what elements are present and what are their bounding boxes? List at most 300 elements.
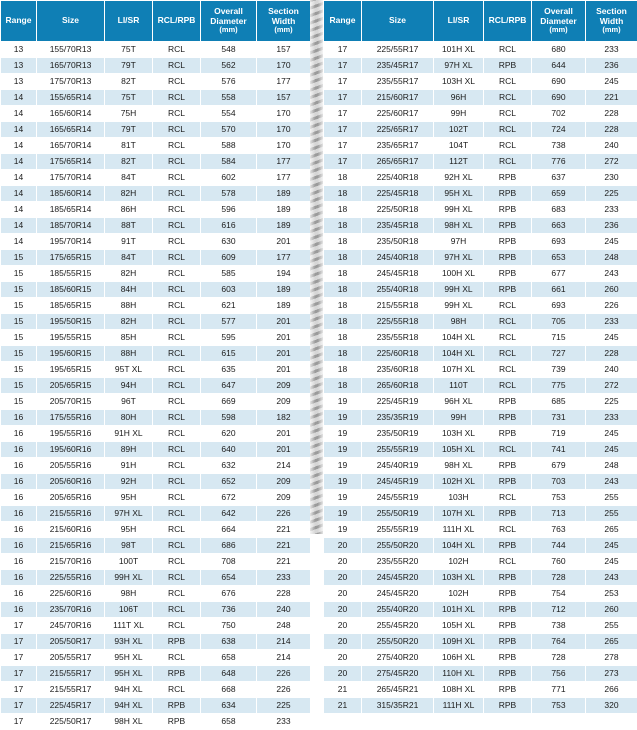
table-row <box>1 634 311 650</box>
cell-li-sr: 94H <box>105 378 153 394</box>
table-row <box>324 650 637 666</box>
cell-li-sr: 91H XL <box>105 426 153 442</box>
table-row <box>324 410 637 426</box>
table-row <box>324 602 637 618</box>
cell-size: 205/65R15 <box>37 378 105 394</box>
cell-overall-diameter: 596 <box>201 202 257 218</box>
cell-section-width: 189 <box>257 218 311 234</box>
cell-li-sr: 108H XL <box>434 682 484 698</box>
cell-size: 265/45R21 <box>362 682 434 698</box>
cell-rcl-rpb: RPB <box>484 250 532 266</box>
cell-li-sr: 100T <box>105 554 153 570</box>
cell-range: 18 <box>324 234 362 250</box>
cell-li-sr: 103H XL <box>434 74 484 90</box>
cell-range: 19 <box>324 394 362 410</box>
cell-size: 255/50R19 <box>362 506 434 522</box>
cell-overall-diameter: 763 <box>532 522 586 538</box>
cell-rcl-rpb: RCL <box>153 554 201 570</box>
table-row <box>1 458 311 474</box>
cell-li-sr: 97H <box>434 234 484 250</box>
cell-li-sr: 79T <box>105 122 153 138</box>
cell-section-width: 170 <box>257 106 311 122</box>
cell-rcl-rpb: RPB <box>484 618 532 634</box>
cell-range: 19 <box>324 506 362 522</box>
cell-size: 195/60R15 <box>37 346 105 362</box>
table-row <box>324 234 637 250</box>
table-row <box>324 90 637 106</box>
cell-overall-diameter: 548 <box>201 42 257 58</box>
table-row <box>324 138 637 154</box>
cell-range: 16 <box>1 410 37 426</box>
cell-rcl-rpb: RCL <box>153 154 201 170</box>
cell-range: 16 <box>1 602 37 618</box>
cell-size: 215/65R16 <box>37 538 105 554</box>
cell-section-width: 245 <box>586 74 637 90</box>
cell-size: 275/40R20 <box>362 650 434 666</box>
cell-size: 255/50R20 <box>362 634 434 650</box>
cell-overall-diameter: 708 <box>201 554 257 570</box>
cell-li-sr: 82T <box>105 74 153 90</box>
cell-section-width: 245 <box>586 234 637 250</box>
cell-range: 18 <box>324 362 362 378</box>
cell-range: 16 <box>1 586 37 602</box>
cell-section-width: 201 <box>257 442 311 458</box>
cell-size: 215/70R16 <box>37 554 105 570</box>
cell-size: 235/45R18 <box>362 218 434 234</box>
cell-overall-diameter: 719 <box>532 426 586 442</box>
cell-size: 185/65R15 <box>37 298 105 314</box>
table-row <box>324 698 637 714</box>
tyre-table-left <box>0 0 311 730</box>
cell-overall-diameter: 776 <box>532 154 586 170</box>
cell-rcl-rpb: RCL <box>484 442 532 458</box>
cell-overall-diameter: 659 <box>532 186 586 202</box>
cell-overall-diameter: 744 <box>532 538 586 554</box>
table-row <box>324 250 637 266</box>
cell-overall-diameter: 648 <box>201 666 257 682</box>
cell-section-width: 233 <box>586 410 637 426</box>
cell-size: 255/50R20 <box>362 538 434 554</box>
cell-size: 205/65R16 <box>37 490 105 506</box>
cell-li-sr: 106T <box>105 602 153 618</box>
cell-li-sr: 84T <box>105 250 153 266</box>
cell-li-sr: 94H XL <box>105 698 153 714</box>
cell-size: 225/55R18 <box>362 314 434 330</box>
cell-section-width: 245 <box>586 442 637 458</box>
cell-li-sr: 95H XL <box>434 186 484 202</box>
col-header-section-width-text: Section Width <box>596 6 627 26</box>
cell-size: 235/70R16 <box>37 602 105 618</box>
cell-range: 14 <box>1 218 37 234</box>
cell-li-sr: 111T XL <box>105 618 153 634</box>
cell-li-sr: 99H <box>434 410 484 426</box>
cell-section-width: 255 <box>586 618 637 634</box>
cell-li-sr: 98H XL <box>105 714 153 730</box>
cell-rcl-rpb: RCL <box>153 378 201 394</box>
cell-rcl-rpb: RPB <box>484 410 532 426</box>
cell-overall-diameter: 728 <box>532 570 586 586</box>
cell-section-width: 245 <box>586 538 637 554</box>
cell-rcl-rpb: RCL <box>153 458 201 474</box>
table-row <box>1 538 311 554</box>
cell-rcl-rpb: RPB <box>484 458 532 474</box>
cell-li-sr: 102H <box>434 586 484 602</box>
cell-rcl-rpb: RCL <box>153 90 201 106</box>
table-row <box>324 266 637 282</box>
cell-overall-diameter: 738 <box>532 138 586 154</box>
cell-range: 15 <box>1 250 37 266</box>
table-row <box>1 666 311 682</box>
cell-li-sr: 102T <box>434 122 484 138</box>
cell-range: 13 <box>1 42 37 58</box>
cell-range: 15 <box>1 282 37 298</box>
cell-rcl-rpb: RCL <box>153 538 201 554</box>
cell-section-width: 245 <box>586 426 637 442</box>
cell-section-width: 177 <box>257 250 311 266</box>
table-row <box>324 682 637 698</box>
cell-li-sr: 111H XL <box>434 698 484 714</box>
cell-range: 16 <box>1 570 37 586</box>
col-header-size: Size <box>37 1 105 42</box>
cell-section-width: 260 <box>586 602 637 618</box>
cell-size: 215/60R17 <box>362 90 434 106</box>
cell-size: 205/50R17 <box>37 634 105 650</box>
cell-range: 17 <box>324 42 362 58</box>
cell-range: 18 <box>324 298 362 314</box>
cell-li-sr: 101H XL <box>434 42 484 58</box>
cell-size: 195/60R16 <box>37 442 105 458</box>
cell-li-sr: 104H XL <box>434 346 484 362</box>
cell-overall-diameter: 680 <box>532 42 586 58</box>
cell-overall-diameter: 754 <box>532 586 586 602</box>
cell-li-sr: 85H <box>105 330 153 346</box>
cell-rcl-rpb: RCL <box>484 522 532 538</box>
cell-overall-diameter: 615 <box>201 346 257 362</box>
cell-overall-diameter: 663 <box>532 218 586 234</box>
cell-li-sr: 80H <box>105 410 153 426</box>
cell-li-sr: 112T <box>434 154 484 170</box>
cell-li-sr: 104T <box>434 138 484 154</box>
cell-range: 16 <box>1 522 37 538</box>
table-row <box>324 186 637 202</box>
table-row <box>1 122 311 138</box>
cell-range: 14 <box>1 186 37 202</box>
cell-rcl-rpb: RPB <box>484 634 532 650</box>
cell-rcl-rpb: RPB <box>484 202 532 218</box>
cell-section-width: 157 <box>257 90 311 106</box>
cell-rcl-rpb: RCL <box>484 90 532 106</box>
cell-overall-diameter: 753 <box>532 698 586 714</box>
cell-overall-diameter: 588 <box>201 138 257 154</box>
table-row <box>324 154 637 170</box>
cell-size: 215/55R17 <box>37 666 105 682</box>
cell-size: 235/65R17 <box>362 138 434 154</box>
cell-li-sr: 102H XL <box>434 474 484 490</box>
cell-overall-diameter: 753 <box>532 490 586 506</box>
cell-rcl-rpb: RPB <box>484 650 532 666</box>
table-row <box>324 458 637 474</box>
cell-overall-diameter: 621 <box>201 298 257 314</box>
tyre-table-left-wrap <box>0 0 310 534</box>
cell-size: 185/55R15 <box>37 266 105 282</box>
cell-size: 185/70R14 <box>37 218 105 234</box>
table-row <box>324 282 637 298</box>
cell-section-width: 236 <box>586 218 637 234</box>
cell-overall-diameter: 664 <box>201 522 257 538</box>
cell-size: 275/45R20 <box>362 666 434 682</box>
table-row <box>324 330 637 346</box>
cell-rcl-rpb: RPB <box>484 538 532 554</box>
cell-overall-diameter: 585 <box>201 266 257 282</box>
cell-section-width: 209 <box>257 490 311 506</box>
table-row <box>324 522 637 538</box>
cell-overall-diameter: 584 <box>201 154 257 170</box>
cell-range: 15 <box>1 330 37 346</box>
cell-li-sr: 99H <box>434 106 484 122</box>
table-row <box>1 298 311 314</box>
cell-range: 18 <box>324 266 362 282</box>
cell-size: 235/45R17 <box>362 58 434 74</box>
cell-range: 18 <box>324 250 362 266</box>
cell-li-sr: 82H <box>105 186 153 202</box>
table-row <box>324 538 637 554</box>
cell-size: 225/60R16 <box>37 586 105 602</box>
cell-li-sr: 96H <box>434 90 484 106</box>
table-row <box>1 314 311 330</box>
cell-overall-diameter: 764 <box>532 634 586 650</box>
cell-range: 19 <box>324 474 362 490</box>
cell-section-width: 240 <box>586 362 637 378</box>
cell-overall-diameter: 616 <box>201 218 257 234</box>
cell-size: 175/65R15 <box>37 250 105 266</box>
cell-li-sr: 103H XL <box>434 570 484 586</box>
cell-range: 19 <box>324 522 362 538</box>
cell-rcl-rpb: RCL <box>153 426 201 442</box>
cell-rcl-rpb: RCL <box>484 346 532 362</box>
cell-overall-diameter: 654 <box>201 570 257 586</box>
cell-range: 14 <box>1 106 37 122</box>
col-header-overall-diameter-unit: (mm) <box>533 26 584 34</box>
cell-rcl-rpb: RPB <box>484 426 532 442</box>
cell-overall-diameter: 771 <box>532 682 586 698</box>
cell-size: 225/45R18 <box>362 186 434 202</box>
cell-rcl-rpb: RCL <box>153 586 201 602</box>
cell-size: 155/70R13 <box>37 42 105 58</box>
cell-size: 205/70R15 <box>37 394 105 410</box>
cell-overall-diameter: 756 <box>532 666 586 682</box>
cell-li-sr: 88T <box>105 218 153 234</box>
cell-section-width: 236 <box>586 58 637 74</box>
cell-li-sr: 96H XL <box>434 394 484 410</box>
cell-range: 15 <box>1 298 37 314</box>
cell-size: 205/55R17 <box>37 650 105 666</box>
cell-section-width: 230 <box>586 170 637 186</box>
cell-li-sr: 104H XL <box>434 538 484 554</box>
table-row <box>1 330 311 346</box>
cell-section-width: 265 <box>586 634 637 650</box>
cell-rcl-rpb: RCL <box>153 346 201 362</box>
cell-size: 255/55R19 <box>362 442 434 458</box>
cell-overall-diameter: 672 <box>201 490 257 506</box>
cell-range: 18 <box>324 186 362 202</box>
cell-rcl-rpb: RCL <box>153 506 201 522</box>
cell-overall-diameter: 647 <box>201 378 257 394</box>
cell-range: 17 <box>1 682 37 698</box>
cell-size: 225/65R17 <box>362 122 434 138</box>
table-row <box>1 186 311 202</box>
cell-rcl-rpb: RCL <box>153 266 201 282</box>
cell-section-width: 221 <box>257 538 311 554</box>
col-header-size: Size <box>362 1 434 42</box>
cell-section-width: 272 <box>586 378 637 394</box>
cell-overall-diameter: 715 <box>532 330 586 346</box>
table-row <box>1 378 311 394</box>
table-row <box>324 218 637 234</box>
table-row <box>324 474 637 490</box>
cell-range: 18 <box>324 314 362 330</box>
cell-overall-diameter: 609 <box>201 250 257 266</box>
cell-section-width: 225 <box>257 698 311 714</box>
cell-section-width: 243 <box>586 474 637 490</box>
cell-range: 18 <box>324 346 362 362</box>
cell-size: 215/60R16 <box>37 522 105 538</box>
cell-li-sr: 75H <box>105 106 153 122</box>
table-row <box>1 442 311 458</box>
cell-range: 17 <box>1 666 37 682</box>
table-row <box>1 570 311 586</box>
cell-size: 245/45R20 <box>362 570 434 586</box>
table-row <box>324 442 637 458</box>
cell-range: 20 <box>324 586 362 602</box>
cell-rcl-rpb: RPB <box>484 570 532 586</box>
cell-section-width: 255 <box>586 506 637 522</box>
table-row <box>1 106 311 122</box>
cell-section-width: 248 <box>257 618 311 634</box>
cell-overall-diameter: 595 <box>201 330 257 346</box>
cell-section-width: 189 <box>257 298 311 314</box>
cell-range: 16 <box>1 426 37 442</box>
cell-overall-diameter: 738 <box>532 618 586 634</box>
cell-li-sr: 91H <box>105 458 153 474</box>
cell-section-width: 214 <box>257 634 311 650</box>
cell-section-width: 226 <box>257 506 311 522</box>
col-header-section-width-unit: (mm) <box>258 26 309 34</box>
cell-overall-diameter: 630 <box>201 234 257 250</box>
cell-rcl-rpb: RCL <box>484 330 532 346</box>
cell-overall-diameter: 693 <box>532 298 586 314</box>
cell-rcl-rpb: RCL <box>153 522 201 538</box>
cell-range: 21 <box>324 698 362 714</box>
cell-li-sr: 106H XL <box>434 650 484 666</box>
table-row <box>324 426 637 442</box>
cell-li-sr: 99H XL <box>434 282 484 298</box>
table-row <box>1 282 311 298</box>
cell-size: 165/70R14 <box>37 138 105 154</box>
cell-li-sr: 107H XL <box>434 506 484 522</box>
cell-section-width: 189 <box>257 282 311 298</box>
cell-section-width: 233 <box>257 714 311 730</box>
col-header-range: Range <box>1 1 37 42</box>
table-row <box>1 138 311 154</box>
cell-rcl-rpb: RCL <box>484 362 532 378</box>
cell-size: 235/50R18 <box>362 234 434 250</box>
cell-section-width: 253 <box>586 586 637 602</box>
cell-rcl-rpb: RCL <box>484 298 532 314</box>
cell-li-sr: 75T <box>105 90 153 106</box>
cell-range: 17 <box>324 74 362 90</box>
cell-section-width: 194 <box>257 266 311 282</box>
table-row <box>1 74 311 90</box>
col-header-rcl-rpb: RCL/RPB <box>484 1 532 42</box>
cell-section-width: 226 <box>257 682 311 698</box>
cell-section-width: 225 <box>586 186 637 202</box>
cell-overall-diameter: 713 <box>532 506 586 522</box>
col-header-rcl-rpb: RCL/RPB <box>153 1 201 42</box>
cell-section-width: 201 <box>257 362 311 378</box>
cell-size: 215/55R17 <box>37 682 105 698</box>
cell-overall-diameter: 634 <box>201 698 257 714</box>
cell-rcl-rpb: RCL <box>153 314 201 330</box>
cell-li-sr: 94H XL <box>105 682 153 698</box>
cell-rcl-rpb: RCL <box>153 650 201 666</box>
cell-rcl-rpb: RCL <box>153 442 201 458</box>
cell-section-width: 243 <box>586 570 637 586</box>
cell-section-width: 228 <box>586 346 637 362</box>
cell-range: 20 <box>324 570 362 586</box>
cell-li-sr: 93H XL <box>105 634 153 650</box>
cell-rcl-rpb: RPB <box>153 666 201 682</box>
cell-range: 15 <box>1 394 37 410</box>
cell-size: 225/60R17 <box>362 106 434 122</box>
cell-range: 14 <box>1 202 37 218</box>
cell-section-width: 189 <box>257 202 311 218</box>
cell-overall-diameter: 705 <box>532 314 586 330</box>
cell-range: 14 <box>1 234 37 250</box>
cell-section-width: 226 <box>257 666 311 682</box>
cell-size: 175/55R16 <box>37 410 105 426</box>
cell-section-width: 170 <box>257 58 311 74</box>
cell-size: 225/55R16 <box>37 570 105 586</box>
table-row <box>324 202 637 218</box>
table-row <box>1 394 311 410</box>
cell-overall-diameter: 727 <box>532 346 586 362</box>
cell-overall-diameter: 736 <box>201 602 257 618</box>
cell-rcl-rpb: RCL <box>484 154 532 170</box>
table-row <box>324 570 637 586</box>
cell-section-width: 255 <box>586 490 637 506</box>
col-header-section-width-unit: (mm) <box>587 26 636 34</box>
cell-range: 15 <box>1 266 37 282</box>
cell-overall-diameter: 620 <box>201 426 257 442</box>
cell-rcl-rpb: RPB <box>484 394 532 410</box>
cell-section-width: 265 <box>586 522 637 538</box>
table-row <box>1 554 311 570</box>
cell-rcl-rpb: RCL <box>153 74 201 90</box>
cell-overall-diameter: 562 <box>201 58 257 74</box>
cell-range: 17 <box>1 634 37 650</box>
cell-overall-diameter: 644 <box>532 58 586 74</box>
cell-section-width: 260 <box>586 282 637 298</box>
col-header-li-sr: LI/SR <box>434 1 484 42</box>
cell-size: 225/60R18 <box>362 346 434 362</box>
cell-rcl-rpb: RCL <box>153 282 201 298</box>
cell-range: 17 <box>324 90 362 106</box>
col-header-overall-diameter-text: Overall Diameter <box>210 6 246 26</box>
cell-section-width: 228 <box>257 586 311 602</box>
cell-range: 20 <box>324 554 362 570</box>
cell-overall-diameter: 635 <box>201 362 257 378</box>
cell-li-sr: 99H XL <box>434 202 484 218</box>
